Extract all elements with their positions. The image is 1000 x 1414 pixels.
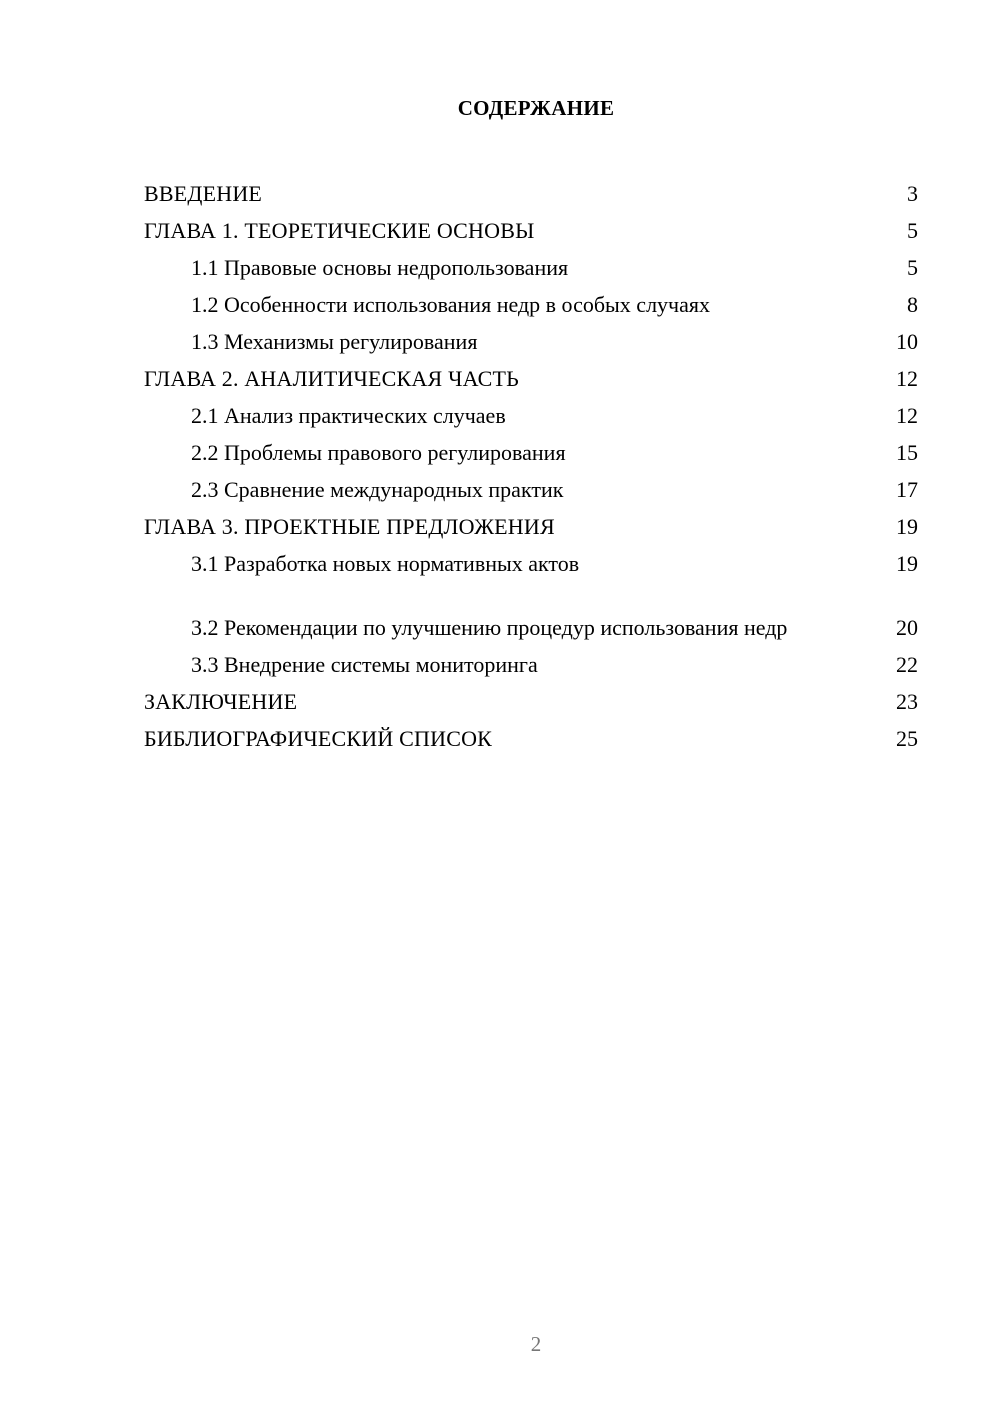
- toc-item-label: ГЛАВА 1. ТЕОРЕТИЧЕСКИЕ ОСНОВЫ: [144, 218, 535, 243]
- toc-item-page: 17: [896, 477, 918, 502]
- toc-item-label: 2.2 Проблемы правового регулирования: [191, 440, 566, 465]
- toc-item-label: 2.3 Сравнение международных практик: [191, 477, 564, 502]
- toc-item-bibliography[interactable]: [144, 715, 918, 752]
- toc-item-section-1-1[interactable]: [144, 244, 918, 281]
- toc-item-section-3-2[interactable]: [144, 577, 918, 641]
- toc-item-label: 1.2 Особенности использования недр в особых случаях: [191, 292, 710, 317]
- toc-item-section-2-2[interactable]: [144, 429, 918, 466]
- toc-item-page: 22: [896, 652, 918, 677]
- toc-item-section-1-2[interactable]: [144, 281, 918, 318]
- toc-item-page: 25: [896, 726, 918, 751]
- toc-item-label: 3.2 Рекомендации по улучшению процедур использования недр: [191, 615, 788, 640]
- toc-item-section-3-3[interactable]: [144, 641, 918, 678]
- toc-item-chapter-1[interactable]: [144, 207, 918, 244]
- toc-item-chapter-2[interactable]: [144, 355, 918, 392]
- toc-item-page: 19: [896, 551, 918, 576]
- toc-item-page: 12: [896, 403, 918, 428]
- toc-item-section-2-1[interactable]: [144, 392, 918, 429]
- toc-item-label: 3.1 Разработка новых нормативных актов: [191, 551, 580, 576]
- toc-item-page: 5: [907, 255, 918, 280]
- toc-item-label: ГЛАВА 3. ПРОЕКТНЫЕ ПРЕДЛОЖЕНИЯ: [144, 514, 555, 539]
- toc-item-page: 8: [907, 292, 918, 317]
- toc-item-page: 12: [896, 366, 918, 391]
- toc-item-page: 15: [896, 440, 918, 465]
- toc-item-label: ЗАКЛЮЧЕНИЕ: [144, 689, 298, 714]
- toc-item-label: ВВЕДЕНИЕ: [144, 181, 263, 206]
- toc-item-section-3-1[interactable]: [144, 540, 918, 577]
- toc-item-introduction[interactable]: [144, 170, 918, 207]
- toc-item-page: 10: [896, 329, 918, 354]
- toc-item-conclusion[interactable]: [144, 678, 918, 715]
- toc-item-page: 5: [907, 218, 918, 243]
- toc-item-page: 23: [896, 689, 918, 714]
- toc-item-label: БИБЛИОГРАФИЧЕСКИЙ СПИСОК: [144, 726, 493, 751]
- toc-item-label: 1.1 Правовые основы недропользования: [191, 255, 569, 280]
- toc-item-page: 19: [896, 514, 918, 539]
- toc-item-label: ГЛАВА 2. АНАЛИТИЧЕСКАЯ ЧАСТЬ: [144, 366, 519, 391]
- table-of-contents: [144, 170, 918, 752]
- toc-item-label: 1.3 Механизмы регулирования: [191, 329, 478, 354]
- page-number: 2: [530, 1332, 542, 1356]
- toc-item-page: 20: [896, 615, 918, 640]
- toc-item-chapter-3[interactable]: [144, 503, 918, 540]
- toc-item-label: 2.1 Анализ практических случаев: [191, 403, 506, 428]
- toc-item-section-1-3[interactable]: [144, 318, 918, 355]
- toc-item-page: 3: [907, 181, 918, 206]
- toc-item-section-2-3[interactable]: [144, 466, 918, 503]
- toc-item-label: 3.3 Внедрение системы мониторинга: [191, 652, 538, 677]
- page-title: СОДЕРЖАНИЕ: [457, 96, 615, 120]
